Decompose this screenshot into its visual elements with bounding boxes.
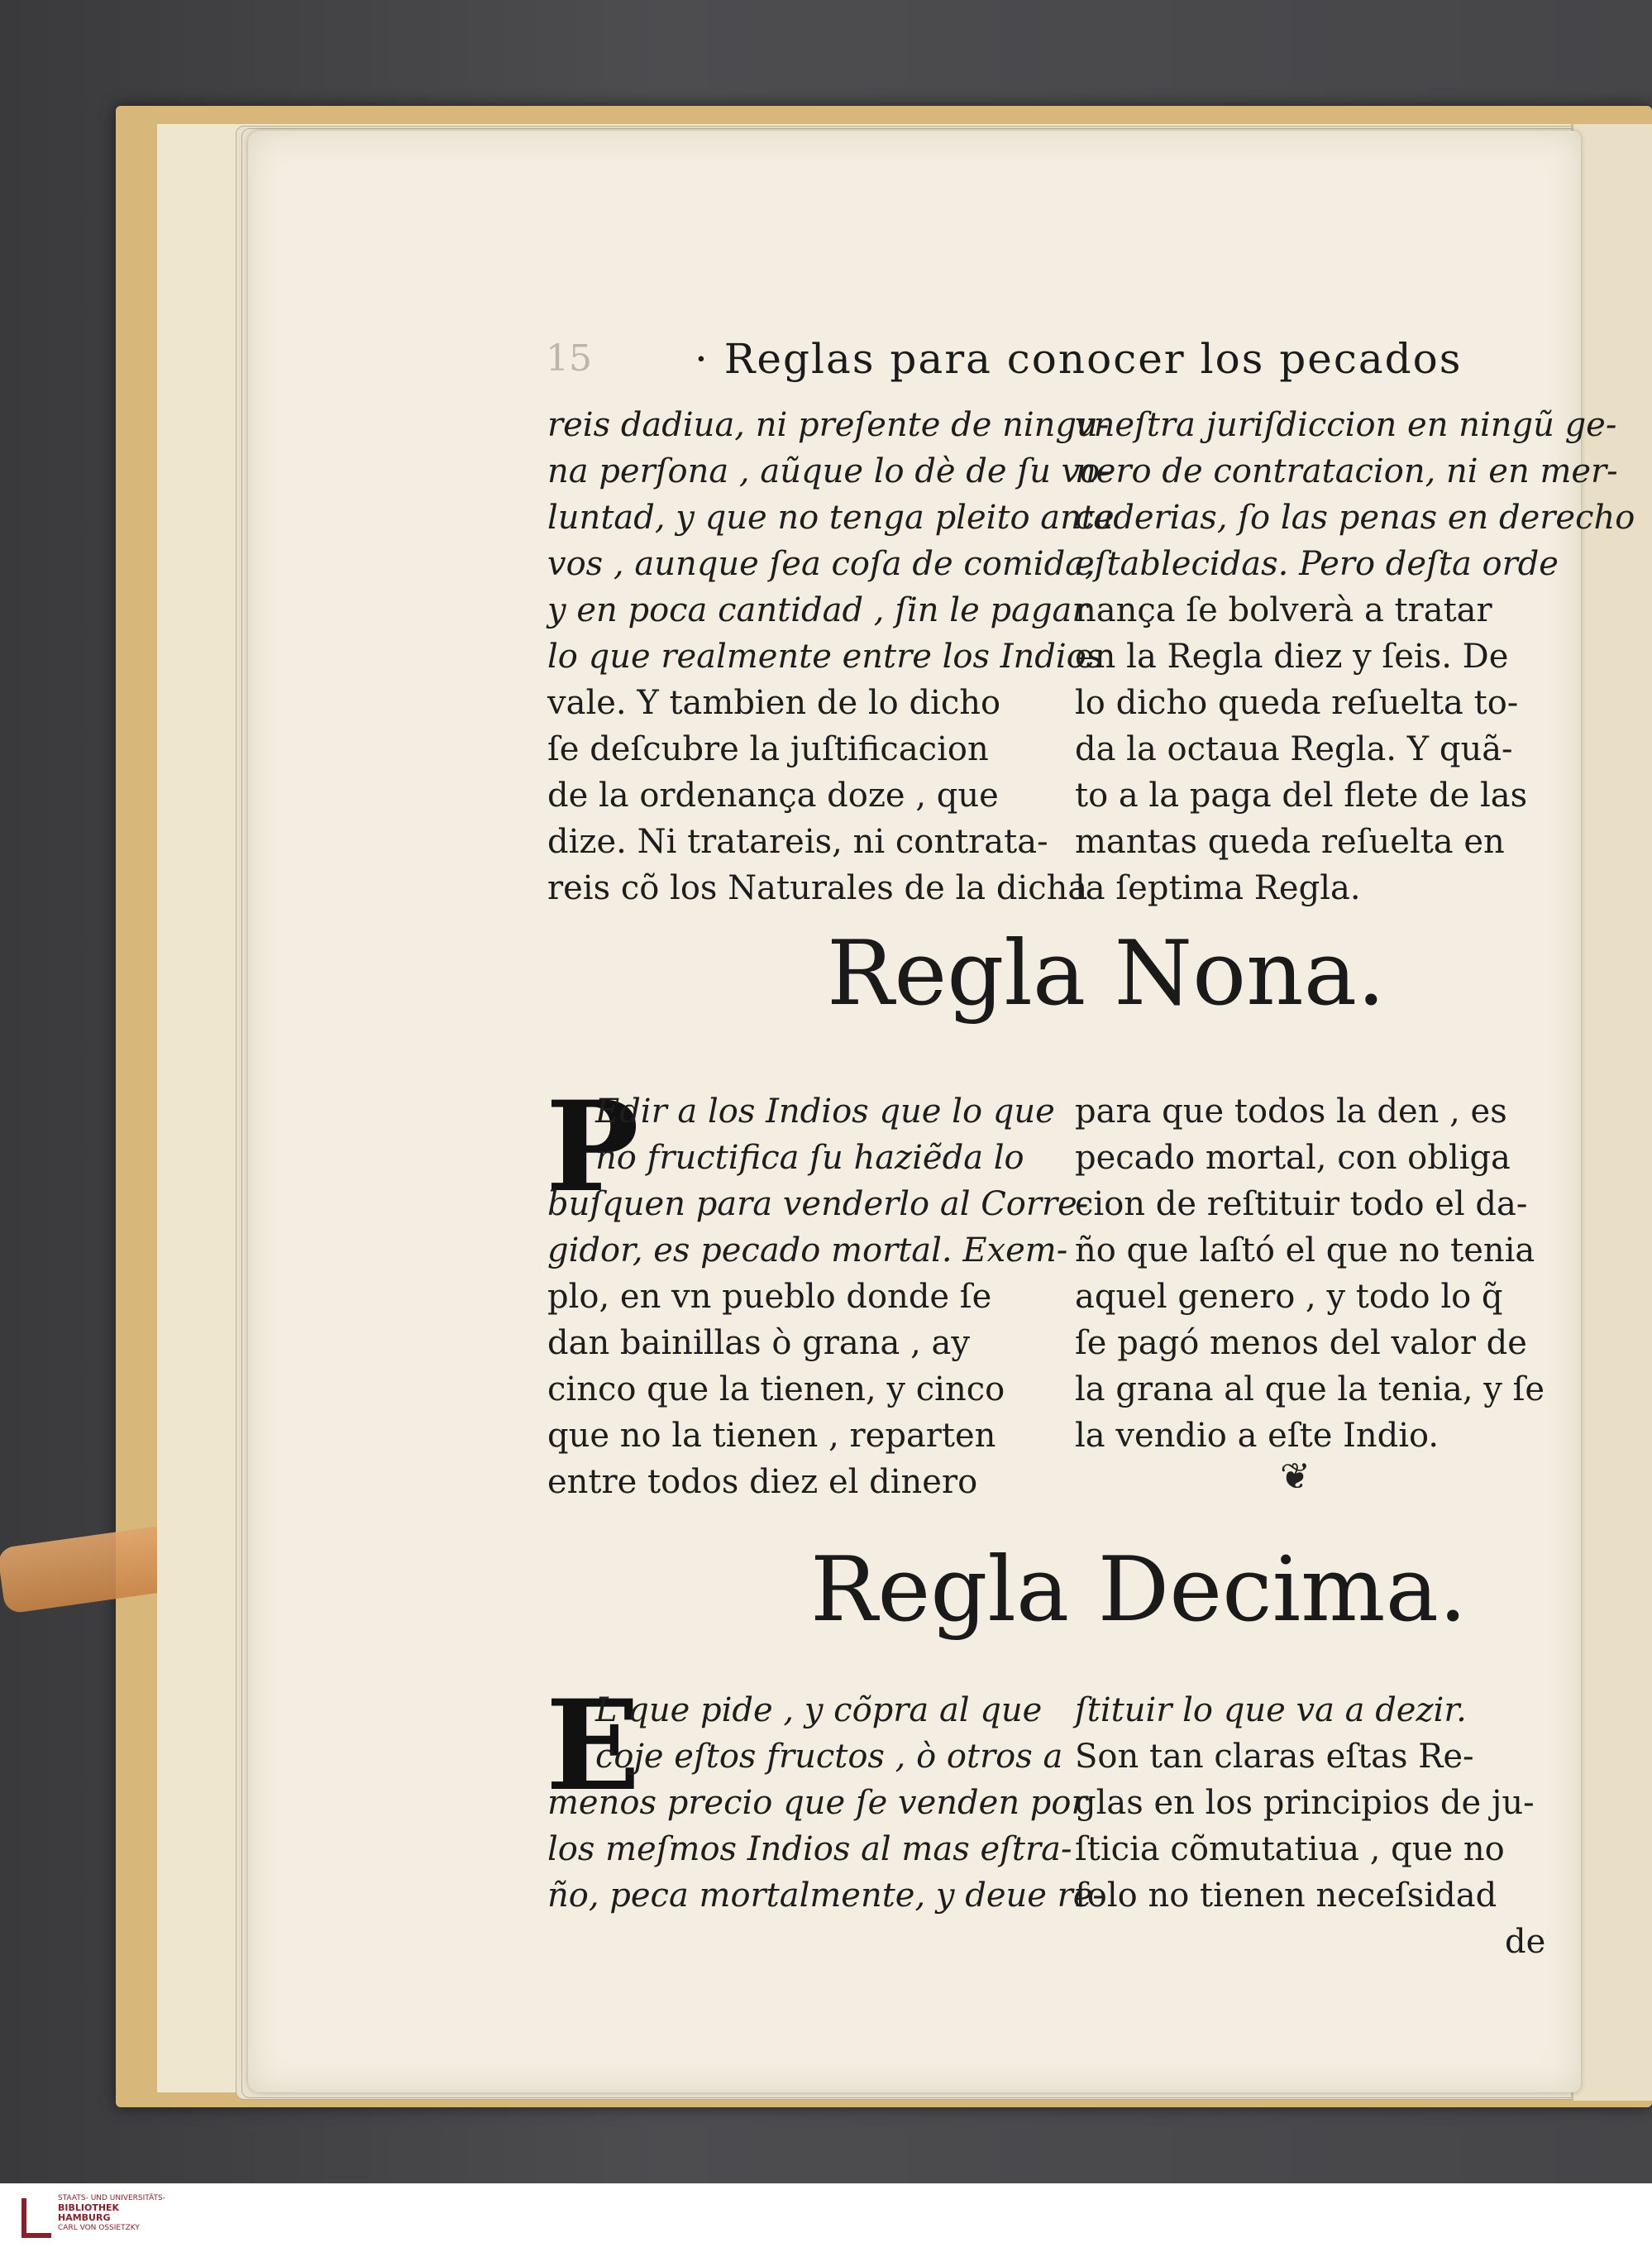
text-line: ſtituir lo que va a dezir. xyxy=(1075,1691,1467,1729)
text-line: de la ordenança doze , que xyxy=(547,777,999,815)
text-line: entre todos diez el dinero xyxy=(547,1463,978,1501)
text-line: Son tan claras eſtas Re- xyxy=(1075,1738,1474,1776)
running-header: · Reglas para conocer los pecados xyxy=(695,335,1463,383)
text-line: eſtablecidas. Pero deſta orde xyxy=(1075,545,1559,583)
text-line: dan bainillas ò grana , ay xyxy=(547,1324,970,1362)
text-line: L que pide , y cõpra al que xyxy=(595,1691,1043,1729)
text-line: reis cõ los Naturales de la dicha xyxy=(547,869,1088,907)
text-line: caderias, ſo las penas en derecho xyxy=(1075,499,1635,537)
text-line: los meſmos Indios al mas eſtra- xyxy=(547,1830,1072,1868)
text-line: to a la paga del flete de las xyxy=(1075,777,1528,815)
rule-nine-drop-cap: P xyxy=(546,1074,639,1220)
text-line: mantas queda reſuelta en xyxy=(1075,823,1505,861)
column-right-top xyxy=(1075,402,1635,911)
text-line: vale. Y tambien de lo dicho xyxy=(547,684,1001,722)
text-line: ſe pagó menos del valor de xyxy=(1075,1324,1527,1362)
text-line: nero de contratacion, ni en mer- xyxy=(1075,452,1618,490)
text-line: vneſtra juriſdiccion en ningũ ge- xyxy=(1075,406,1617,444)
rule-nine-title: Regla Nona. xyxy=(827,922,1386,1026)
text-line: coje eſtos fructos , ò otros a xyxy=(595,1738,1063,1776)
text-line: ño, peca mortalmente, y deue re- xyxy=(547,1877,1104,1915)
text-line: dize. Ni tratareis, ni contrata- xyxy=(547,823,1048,861)
logo-line: HAMBURG xyxy=(58,2212,111,2223)
library-logo-text xyxy=(58,2193,165,2233)
text-line: para que todos la den , es xyxy=(1075,1093,1507,1131)
text-line: cion de reſtituir todo el da- xyxy=(1075,1185,1528,1223)
rule-ten-title: Regla Decima. xyxy=(810,1538,1468,1642)
rule-nine-left-column xyxy=(547,1088,1088,1505)
logo-line: CARL VON OSSIETZKY xyxy=(58,2224,140,2232)
text-line: lo dicho queda reſuelta to- xyxy=(1075,684,1519,722)
text-line: nança ſe bolverà a tratar xyxy=(1075,591,1492,629)
text-line: reis dadiua, ni preſente de ningu- xyxy=(547,406,1110,444)
text-line: ſticia cõmutatiua , que no xyxy=(1075,1830,1505,1868)
text-line: buſquen para venderlo al Corre- xyxy=(547,1185,1089,1223)
text-line: ño que laſtó el que no tenia xyxy=(1075,1231,1535,1269)
text-line: no fructifica ſu haziẽda lo xyxy=(595,1139,1024,1177)
text-line: gidor, es pecado mortal. Exem- xyxy=(547,1231,1068,1269)
text-line: en la Regla diez y ſeis. De xyxy=(1075,638,1509,676)
text-line: plo, en vn pueblo donde ſe xyxy=(547,1278,992,1316)
text-line: Edir a los Indios que lo que xyxy=(595,1093,1055,1131)
text-line: luntad, y que no tenga pleito ante xyxy=(547,499,1115,537)
text-line: na perſona , aũque lo dè de ſu vo- xyxy=(547,452,1111,490)
ornament-fleuron: ❦ xyxy=(1280,1456,1311,1498)
text-line: la vendio a eſte Indio. xyxy=(1075,1417,1440,1455)
text-line: menos precio que ſe venden por xyxy=(547,1784,1087,1822)
logo-line: STAATS- UND UNIVERSITÄTS- xyxy=(58,2194,165,2202)
column-left-top xyxy=(547,402,1115,911)
text-line: la ſeptima Regla. xyxy=(1075,869,1361,907)
rule-ten-left-column xyxy=(547,1687,1104,1919)
text-line: lo que realmente entre los Indios xyxy=(547,638,1104,676)
text-line: que no la tienen , reparten xyxy=(547,1417,996,1455)
library-logo-icon xyxy=(15,2193,64,2243)
text-line: y en poca cantidad , ſin le pagar xyxy=(547,591,1088,629)
text-line: da la octaua Regla. Y quã- xyxy=(1075,730,1513,768)
text-line: glas en los principios de ju- xyxy=(1075,1784,1535,1822)
text-line: ſolo no tienen neceſsidad xyxy=(1075,1877,1497,1915)
rule-nine-right-column xyxy=(1075,1088,1545,1459)
text-line: de xyxy=(1505,1923,1546,1961)
text-line: cinco que la tienen, y cinco xyxy=(547,1370,1005,1408)
logo-line: BIBLIOTHEK xyxy=(58,2202,120,2213)
footer-bar xyxy=(0,2183,1652,2252)
text-line: la grana al que la tenia, y ſe xyxy=(1075,1370,1545,1408)
rule-ten-drop-cap: E xyxy=(546,1673,641,1819)
text-line: pecado mortal, con obliga xyxy=(1075,1139,1511,1177)
text-line: vos , aunque ſea coſa de comida, xyxy=(547,545,1096,583)
text-line: ſe deſcubre la juſtificacion xyxy=(547,730,989,768)
folio-mark: 15 xyxy=(546,337,592,380)
rule-ten-right-column xyxy=(1075,1687,1545,1965)
text-line: aquel genero , y todo lo q̃ xyxy=(1075,1278,1503,1316)
